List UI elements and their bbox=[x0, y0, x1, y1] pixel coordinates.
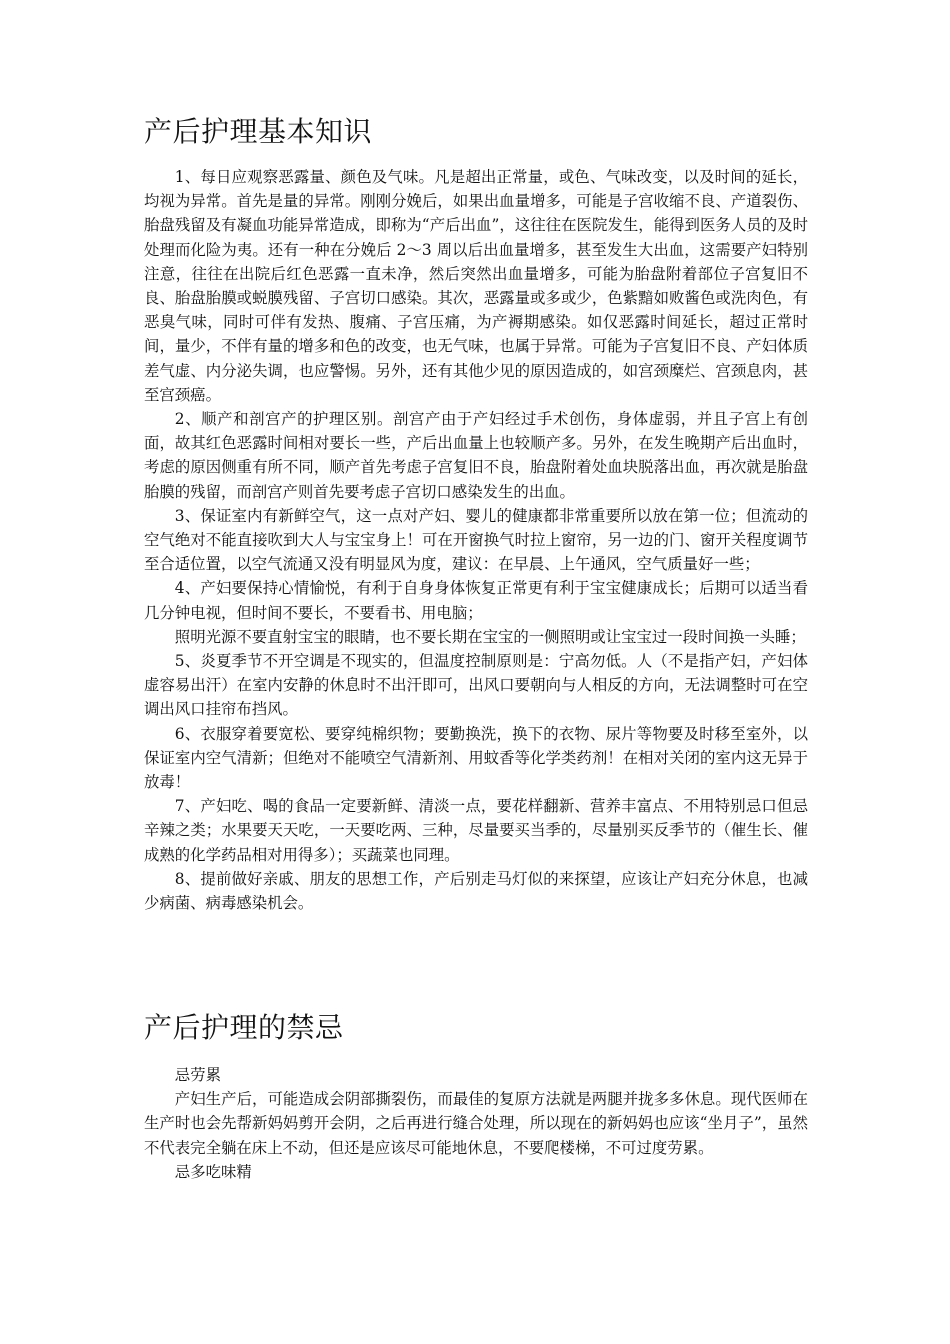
paragraph-delivery-difference: 2、顺产和剖宫产的护理区别。剖宫产由于产妇经过手术创伤，身体虚弱，并且子宫上有创面，故其红色恶露时间相对要长一些，产后出血量上也较顺产多。另外，在发生晚期产后出血时，考虑的原因侧重有所不同，顺产首先考虑子宫复旧不良，胎盘附着处血块脱落出血，再次就是胎盘胎膜的残留，而剖宫产则首先要考虑子宫切口感染发生的出血。 bbox=[144, 410, 808, 501]
paragraph-lighting: 照明光源不要直射宝宝的眼睛，也不要长期在宝宝的一侧照明或让宝宝过一段时间换一头睡； bbox=[174, 627, 806, 646]
paragraph-visitors: 8、提前做好亲戚、朋友的思想工作，产后别走马灯似的来探望，应该让产妇充分休息，也减少病菌、病毒感染机会。 bbox=[144, 869, 808, 913]
subheading-avoid-fatigue: 忌劳累 bbox=[174, 1066, 221, 1084]
section-body-postpartum-basics bbox=[144, 165, 808, 915]
subheading-avoid-msg: 忌多吃味精 bbox=[174, 1162, 252, 1181]
section-heading-postpartum-basics: 产后护理基本知识 bbox=[144, 115, 373, 148]
paragraph-diet: 7、产妇吃、喝的食品一定要新鲜、清淡一点，要花样翻新、营养丰富点、不用特别忌口但忌辛辣之类；水果要天天吃，一天要吃两、三种，尽量要买当季的，尽量别买反季节的（催生长、催成熟的化学药品相对用得多）；买蔬菜也同理。 bbox=[144, 797, 808, 864]
paragraph-air-conditioning: 5、炎夏季节不开空调是不现实的，但温度控制原则是：宁高勿低。人（不是指产妇，产妇体虚容易出汗）在室内安静的休息时不出汗即可，出风口要朝向与人相反的方向，无法调整时可在空调出风口挂帘布挡风。 bbox=[144, 652, 808, 719]
paragraph-avoid-fatigue: 产妇生产后，可能造成会阴部撕裂伤，而最佳的复原方法就是两腿并拢多多休息。现代医师在生产时也会先帮新妈妈剪开会阴，之后再进行缝合处理，所以现在的新妈妈也应该“坐月子”，虽然不代表完全躺在床上不动，但还是应该尽可能地休息，不要爬楼梯，不可过度劳累。 bbox=[144, 1090, 808, 1157]
section-heading-postpartum-taboos: 产后护理的禁忌 bbox=[144, 1011, 344, 1044]
paragraph-lochia-observation: 1、每日应观察恶露量、颜色及气味。凡是超出正常量，或色、气味改变，以及时间的延长，均视为异常。首先是量的异常。刚刚分娩后，如果出血量增多，可能是子宫收缩不良、产道裂伤、胎盘残留及有凝血功能异常造成，即称为“产后出血”，这往往在医院发生，能得到医务人员的及时处理而化险为夷。还有一种在分娩后 2～3 周以后出血量增多，甚至发生大出血，这需要产妇特别注意，往往在出院后红色恶露一直未净，然后突然出血量增多，可能为胎盘附着部位子宫复旧不良、胎盘胎膜或蜕膜残留、子宫切口感染。其次，恶露量或多或少，色紫黯如败酱色或洗肉色，有恶臭气味，同时可伴有发热、腹痛、子宫压痛，为产褥期感染。如仅恶露时间延长，超过正常时间，量少，不伴有量的增多和色的改变，也无气味，也属于异常。可能为子宫复旧不良、产妇体质差气虚、内分泌失调，也应警惕。另外，还有其他少见的原因造成的，如宫颈糜烂、宫颈息肉，甚至宫颈癌。 bbox=[144, 168, 808, 404]
paragraph-clothing: 6、衣服穿着要宽松、要穿纯棉织物；要勤换洗，换下的衣物、尿片等物要及时移至室外，以保证室内空气清新；但绝对不能喷空气清新剂、用蚊香等化学类药剂！在相对关闭的室内这无异于放毒！ bbox=[144, 724, 808, 792]
paragraph-mood: 4、产妇要保持心情愉悦，有利于自身身体恢复正常更有利于宝宝健康成长；后期可以适当看几分钟电视，但时间不要长，不要看书、用电脑； bbox=[144, 579, 808, 622]
section-body-postpartum-taboos bbox=[144, 1063, 808, 1184]
paragraph-fresh-air: 3、保证室内有新鲜空气，这一点对产妇、婴儿的健康都非常重要所以放在第一位；但流动的空气绝对不能直接吹到大人与宝宝身上！可在开窗换气时拉上窗帘，另一边的门、窗开关程度调节至合适位置，以空气流通又没有明显风为度，建议：在早晨、上午通风，空气质量好一些； bbox=[144, 506, 808, 574]
